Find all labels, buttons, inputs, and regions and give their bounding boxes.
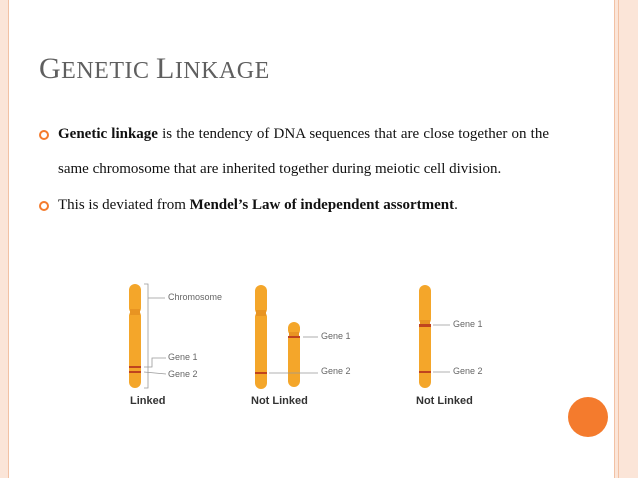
bullet-item-linkage — [39, 117, 549, 187]
label-gene1-not-linked: Gene 1 — [321, 331, 351, 341]
panel-label-linked: Linked — [130, 395, 166, 407]
label-chromosome: Chromosome — [168, 292, 223, 302]
title-word-2: INKAGE — [174, 58, 270, 84]
linked-chromosome — [129, 284, 141, 388]
linked-band-gene2 — [129, 371, 141, 373]
not-linked-band-gene2 — [255, 372, 267, 374]
label-gene2-single: Gene 2 — [453, 366, 483, 376]
slide-right-border-line — [618, 0, 619, 478]
slide-title — [39, 52, 270, 86]
bullet-text-definition: is the tendency of DNA sequences that are close together on the same chromosome that are inherited together during meiotic cell division. — [58, 126, 549, 177]
slide-corner-circle — [568, 397, 608, 437]
not-linked-chromosome-small — [288, 322, 300, 387]
chromosome-figure — [118, 280, 498, 412]
single-band-gene2 — [419, 371, 431, 373]
bullet-marker-icon — [39, 130, 49, 140]
not-linked-chromosome-large — [255, 285, 267, 389]
bullet-term-mendel-law: Mendel’s Law of independent assortment — [189, 197, 455, 213]
title-cap-2: L — [155, 52, 175, 85]
label-gene2-linked: Gene 2 — [168, 369, 198, 379]
title-cap-1: G — [39, 52, 62, 85]
label-gene1-linked: Gene 1 — [168, 352, 198, 362]
panel-label-not-linked-2: Not Linked — [416, 395, 473, 407]
linked-leaders — [144, 284, 166, 388]
slide-left-border — [0, 0, 9, 478]
title-word-1: ENETIC — [61, 58, 150, 84]
bullet-list — [39, 117, 549, 223]
bullet-term-genetic-linkage: Genetic linkage — [58, 126, 158, 142]
bullet-text-prefix: This is deviated from — [58, 197, 190, 213]
not-linked-band-gene1 — [288, 336, 300, 338]
label-gene1-single: Gene 1 — [453, 319, 483, 329]
bullet-marker-icon — [39, 201, 49, 211]
linked-band-gene1 — [129, 366, 141, 368]
label-gene2-not-linked: Gene 2 — [321, 366, 351, 376]
single-leaders — [433, 325, 450, 372]
bullet-item-mendel — [39, 188, 549, 223]
panel-label-not-linked-1: Not Linked — [251, 395, 308, 407]
single-band-gene1 — [419, 324, 431, 327]
not-linked-chromosome-single — [419, 285, 431, 388]
bullet-text-suffix: . — [454, 197, 458, 213]
